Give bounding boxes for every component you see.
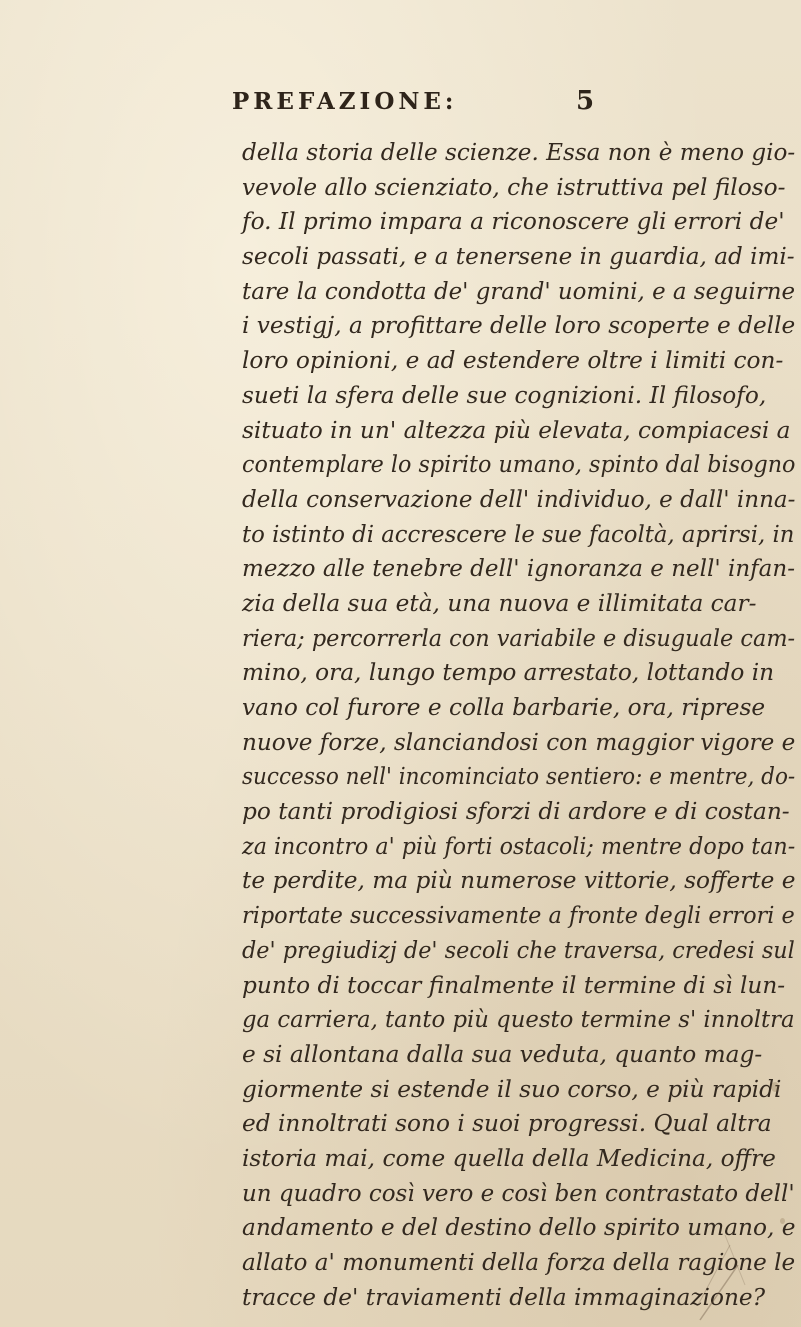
text-line: della storia delle scienze. Essa non è meno gio- (242, 138, 796, 166)
text-line: andamento e del destino dello spirito umano, e (242, 1213, 796, 1242)
text-line: za incontro a' più forti ostacoli; mentre dopo tan- (242, 831, 796, 860)
text-line: istoria mai, come quella della Medicina, offre (242, 1143, 776, 1172)
page-header (0, 88, 801, 124)
ink-scratch-mark (690, 1225, 750, 1325)
text-line: tracce de' traviamenti della immaginazione? (242, 1282, 766, 1311)
text-line: i vestigj, a profittare delle loro scoperte e delle (242, 311, 796, 340)
text-line: te perdite, ma più numerose vittorie, sofferte e (242, 866, 796, 895)
page-number: 5 (576, 86, 595, 116)
text-line: secoli passati, e a tenersene in guardia, ad imi- (242, 242, 795, 271)
text-line: contemplare lo spirito umano, spinto dal bisogno (242, 450, 796, 479)
paper-stain (771, 1082, 779, 1092)
text-line: e si allontana dalla sua veduta, quanto mag- (242, 1039, 763, 1068)
text-line: della conservazione dell' individuo, e dall' inna- (242, 484, 796, 513)
text-line: de' pregiudizj de' secoli che traversa, credesi sul (242, 935, 795, 964)
text-line: situato in un' altezza più elevata, compiacesi a (242, 415, 791, 444)
text-line: fo. Il primo impara a riconoscere gli errori de' (242, 207, 785, 236)
text-line: sueti la sfera delle sue cognizioni. Il filosofo, (242, 380, 767, 409)
text-line: un quadro così vero e così ben contrastato dell' (242, 1178, 795, 1207)
running-title: PREFAZIONE: (232, 88, 458, 115)
text-line: vevole allo scienziato, che istruttiva pel filoso- (242, 172, 786, 201)
text-line: successo nell' incominciato sentiero: e mentre, do- (242, 762, 796, 791)
text-line: vano col furore e colla barbarie, ora, riprese (242, 693, 766, 721)
text-line: giormente si estende il suo corso, e più rapidi (242, 1074, 782, 1103)
text-line: mezzo alle tenebre dell' ignoranza e nell' infan- (242, 554, 795, 583)
text-line: mino, ora, lungo tempo arrestato, lottando in (242, 658, 775, 687)
text-line: zia della sua età, una nuova e illimitata car- (242, 588, 757, 617)
text-line: punto di toccar finalmente il termine di sì lun- (242, 970, 786, 999)
text-line: loro opinioni, e ad estendere oltre i limiti con- (242, 346, 784, 375)
text-line: ga carriera, tanto più questo termine s' innoltra (242, 1005, 795, 1034)
text-line: nuove forze, slanciandosi con maggior vigore e (242, 727, 796, 756)
body-text (242, 135, 801, 1314)
text-line: riportate successivamente a fronte degli errori e (242, 901, 795, 930)
text-line: po tanti prodigiosi sforzi di ardore e di costan- (242, 797, 790, 826)
text-line: riera; percorrerla con variabile e disuguale cam- (242, 623, 796, 652)
paper-stain (780, 1218, 785, 1224)
text-line: to istinto di accrescere le sue facoltà, aprirsi, in (242, 519, 795, 548)
text-line: tare la condotta de' grand' uomini, e a seguirne (242, 276, 796, 305)
text-line: allato a' monumenti della forza della ragione le (242, 1248, 796, 1276)
text-line: ed innoltrati sono i suoi progressi. Qual altra (242, 1109, 772, 1138)
